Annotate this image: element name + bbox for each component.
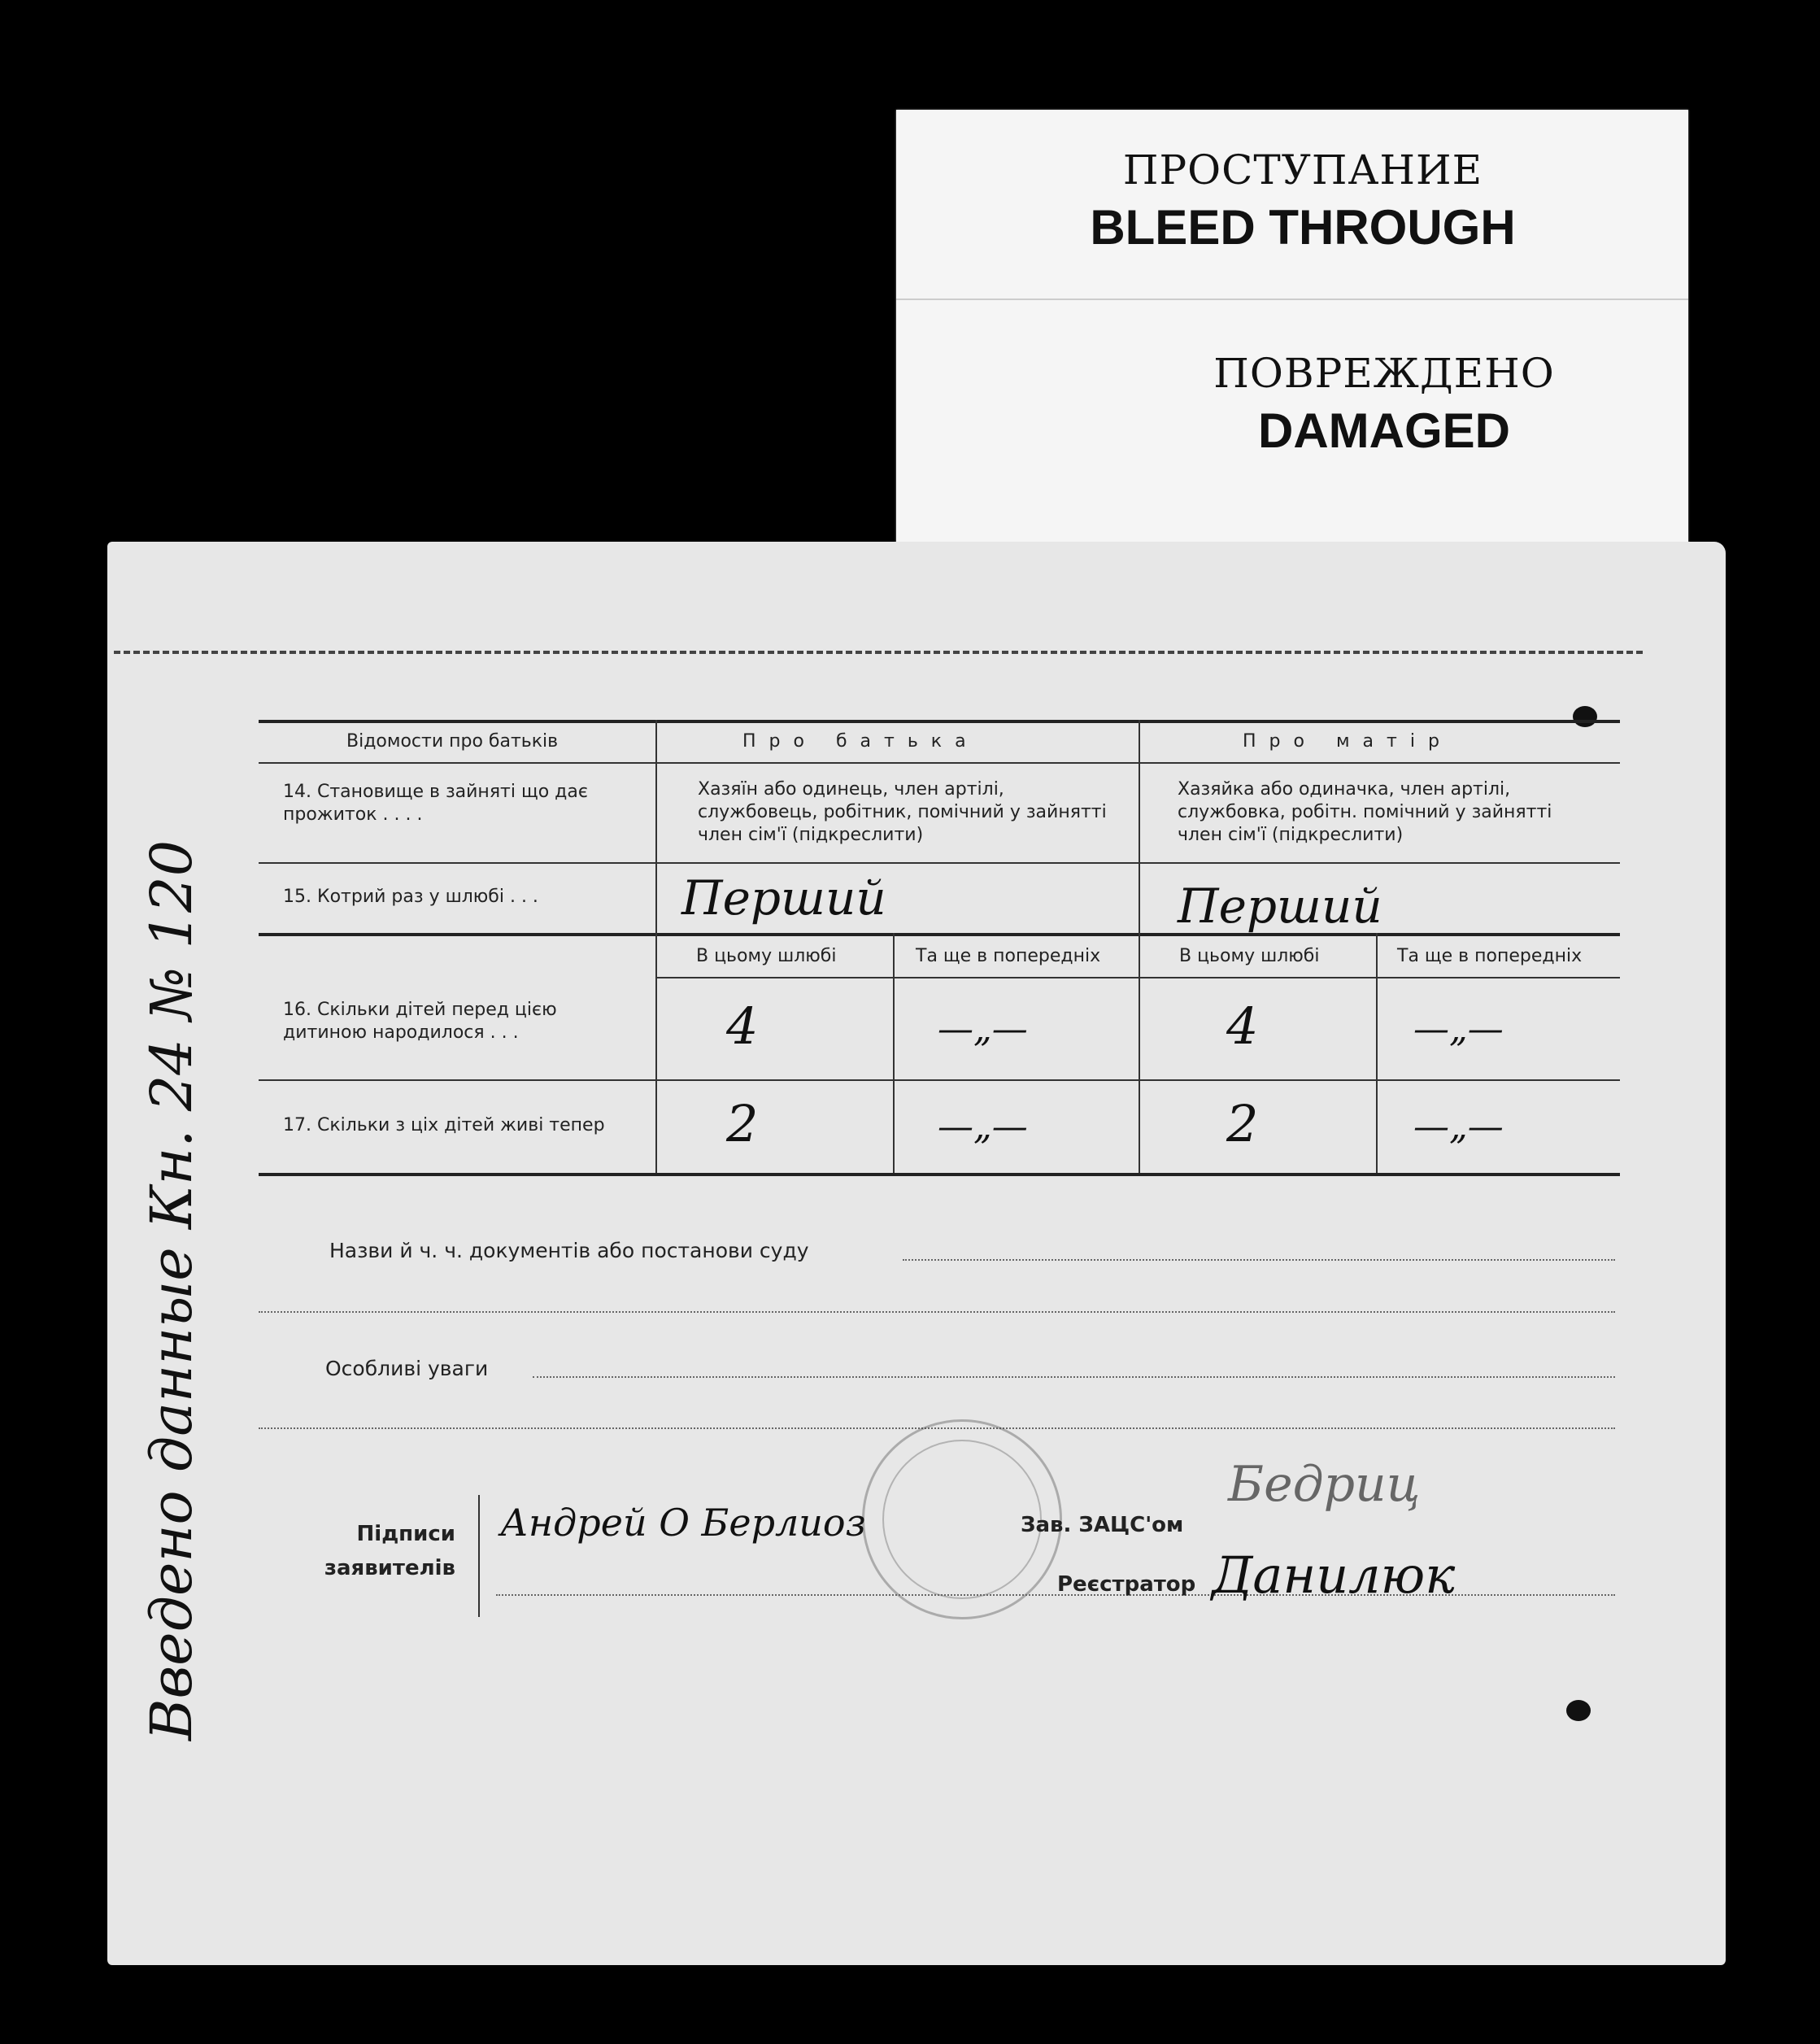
row14-mother-text: Хазяйка або одиначка, член артілі, службовка, робітн. помічний у зайнятті член сім'ї (підкреслити) xyxy=(1178,779,1552,845)
punch-hole xyxy=(1566,1700,1591,1721)
registrar-label: Реєстратор xyxy=(1057,1572,1196,1597)
header-parents-info: Відомости про батьків xyxy=(346,731,559,752)
subheader-mother-this: В цьому шлюбі xyxy=(1179,946,1320,966)
signatures-label: Підписи заявителів xyxy=(324,1522,455,1580)
head-label: Зав. ЗАЦС'ом xyxy=(1021,1513,1184,1537)
subheader-father-prev: Та ще в попередніх xyxy=(916,946,1101,966)
row17-mother-prev: —„— xyxy=(1413,1106,1504,1148)
row16-father-prev: —„— xyxy=(938,1009,1028,1050)
row14-label: 14. Становище в зайняті що дає прожиток . . . . xyxy=(283,782,588,825)
subheader-father-this: В цьому шлюбі xyxy=(696,946,837,966)
perforation-line xyxy=(114,651,1643,654)
applicant-signature: Андрей О Берлиоз xyxy=(500,1501,866,1545)
label-damaged-ru: ПОВРЕЖДЕНО xyxy=(1213,350,1555,397)
row16-father-this: 4 xyxy=(726,996,759,1056)
row17-father-this: 2 xyxy=(726,1094,759,1153)
signatures-bracket xyxy=(478,1495,480,1617)
notes-line xyxy=(533,1376,1615,1378)
row17-father-prev: —„— xyxy=(938,1106,1028,1148)
documents-line-2 xyxy=(259,1311,1615,1313)
row17-mother-this: 2 xyxy=(1226,1094,1259,1153)
margin-note-handwritten: Введено данные Кн. 24 № 120 xyxy=(138,839,205,1741)
head-signature: Бедриц xyxy=(1228,1456,1421,1513)
header-about-father: Про батька xyxy=(742,731,979,752)
registrar-signature: Данилюк xyxy=(1212,1545,1456,1605)
documents-label: Назви й ч. ч. документів або постанови суду xyxy=(329,1239,809,1262)
row17-label: 17. Скільки з ціх дітей живі тепер xyxy=(283,1115,605,1135)
row15-mother-value: Перший xyxy=(1178,878,1382,934)
header-about-mother: Про матір xyxy=(1243,731,1452,752)
label-separator xyxy=(896,299,1688,300)
row14-father-text: Хазяїн або одинець, член артілі, службовець, робітник, помічний у зайнятті член сім'ї (підкреслити) xyxy=(698,779,1107,845)
notes-label: Особливі уваги xyxy=(325,1357,489,1380)
label-bleed-through-en: BLEED THROUGH xyxy=(1090,200,1516,255)
archive-label-card xyxy=(896,110,1688,549)
row16-mother-prev: —„— xyxy=(1413,1009,1504,1050)
label-bleed-through-ru: ПРОСТУПАНИЕ xyxy=(1122,146,1483,194)
parents-table xyxy=(259,720,1620,1175)
row16-mother-this: 4 xyxy=(1226,996,1259,1056)
subheader-mother-prev: Та ще в попередніх xyxy=(1397,946,1583,966)
documents-line xyxy=(903,1259,1615,1261)
label-damaged-en: DAMAGED xyxy=(1258,403,1510,458)
row15-father-value: Перший xyxy=(681,870,886,926)
row15-label: 15. Котрий раз у шлюбі . . . xyxy=(283,887,538,907)
row16-label: 16. Скільки дітей перед цією дитиною народилося . . . xyxy=(283,1000,557,1043)
